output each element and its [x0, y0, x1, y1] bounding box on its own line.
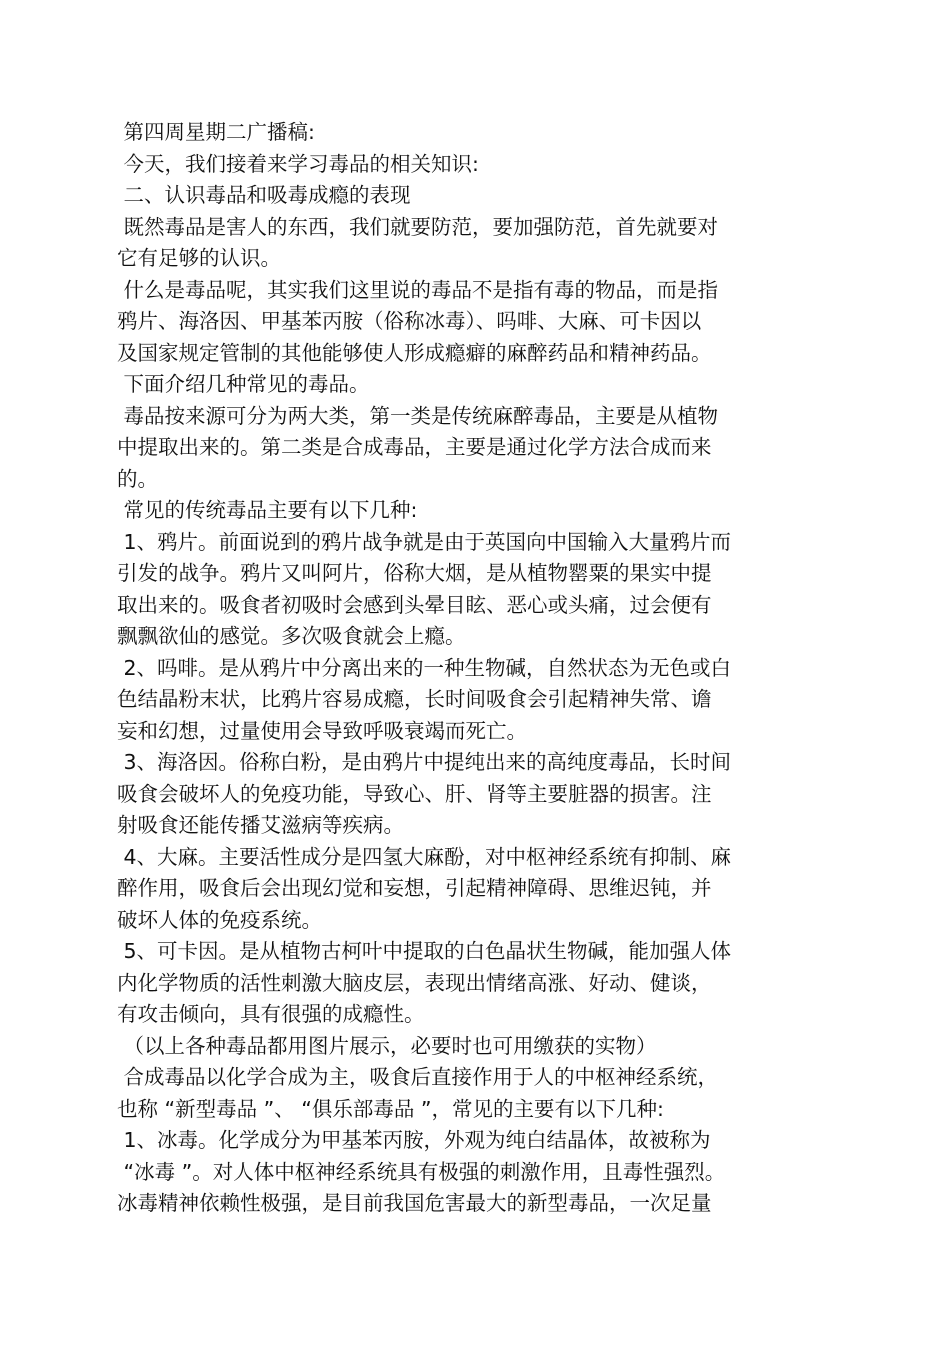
- text-line: 今天，我们接着来学习毒品的相关知识:: [117, 151, 479, 176]
- heading-line: 第四周星期二广播稿:: [117, 120, 315, 144]
- text-line: 什么是毒品呢，其实我们这里说的毒品不是指有毒的物品，而是指: [117, 277, 719, 302]
- text-line: 它有足够的认识。: [117, 246, 281, 270]
- text-line: 鸦片、海洛因、甲基苯丙胺（俗称冰毒）、吗啡、大麻、可卡因以: [117, 309, 702, 333]
- text-line: 2、吗啡。是从鸦片中分离出来的一种生物碱，自然状态为无色或白: [117, 655, 732, 680]
- text-line: 引发的战争。鸦片又叫阿片，俗称大烟，是从植物罂粟的果实中提: [117, 561, 712, 585]
- text-line: 飘飘欲仙的感觉。多次吸食就会上瘾。: [117, 624, 466, 648]
- text-line: 常见的传统毒品主要有以下几种:: [117, 498, 418, 522]
- text-line: 1、冰毒。化学成分为甲基苯丙胺，外观为纯白结晶体，故被称为: [117, 1128, 711, 1152]
- text-line: 中提取出来的。第二类是合成毒品，主要是通过化学方法合成而来: [117, 435, 712, 459]
- text-line: 毒品按来源可分为两大类，第一类是传统麻醉毒品，主要是从植物: [117, 403, 719, 428]
- section-heading: 二、认识毒品和吸毒成瘾的表现: [117, 183, 411, 207]
- text-line: 既然毒品是害人的东西，我们就要防范，要加强防范，首先就要对: [117, 214, 719, 239]
- text-line: 有攻击倾向，具有很强的成瘾性。: [117, 1002, 425, 1026]
- text-line: 下面介绍几种常见的毒品。: [117, 372, 370, 396]
- text-line: 合成毒品以化学合成为主，吸食后直接作用于人的中枢神经系统，: [117, 1065, 719, 1089]
- text-line: 醉作用，吸食后会出现幻觉和妄想，引起精神障碍、思维迟钝，并: [117, 876, 712, 900]
- text-line: 及国家规定管制的其他能够使人形成瘾癖的麻醉药品和精神药品。: [117, 340, 712, 365]
- text-line: 射吸食还能传播艾滋病等疾病。: [117, 813, 404, 837]
- text-line: （以上各种毒品都用图片展示，必要时也可用缴获的实物）: [117, 1033, 657, 1058]
- text-line: 3、海洛因。俗称白粉，是由鸦片中提纯出来的高纯度毒品，长时间: [117, 750, 732, 774]
- text-line: 冰毒精神依赖性极强，是目前我国危害最大的新型毒品，一次足量: [117, 1191, 712, 1215]
- text-line: 的。: [117, 466, 158, 491]
- text-line: 1、鸦片。前面说到的鸦片战争就是由于英国向中国输入大量鸦片而: [117, 529, 732, 554]
- text-line: “冰毒 ”。对人体中枢神经系统具有极强的刺激作用，且毒性强烈。: [117, 1159, 726, 1184]
- text-line: 取出来的。吸食者初吸时会感到头晕目眩、恶心或头痛，过会便有: [117, 592, 712, 617]
- text-line: 内化学物质的活性刺激大脑皮层，表现出情绪高涨、好动、健谈，: [117, 970, 712, 995]
- text-line: 也称 “新型毒品 ”、 “俱乐部毒品 ”，常见的主要有以下几种:: [117, 1096, 664, 1121]
- text-line: 5、可卡因。是从植物古柯叶中提取的白色晶状生物碱，能加强人体: [117, 939, 732, 963]
- text-line: 色结晶粉末状，比鸦片容易成瘾，长时间吸食会引起精神失常、谵: [117, 687, 712, 711]
- text-line: 妄和幻想，过量使用会导致呼吸衰竭而死亡。: [117, 718, 527, 743]
- text-line: 吸食会破坏人的免疫功能，导致心、肝、肾等主要脏器的损害。注: [117, 781, 712, 806]
- text-line: 破坏人体的免疫系统。: [117, 907, 322, 932]
- text-line: 4、大麻。主要活性成分是四氢大麻酚，对中枢神经系统有抑制、麻: [117, 844, 732, 869]
